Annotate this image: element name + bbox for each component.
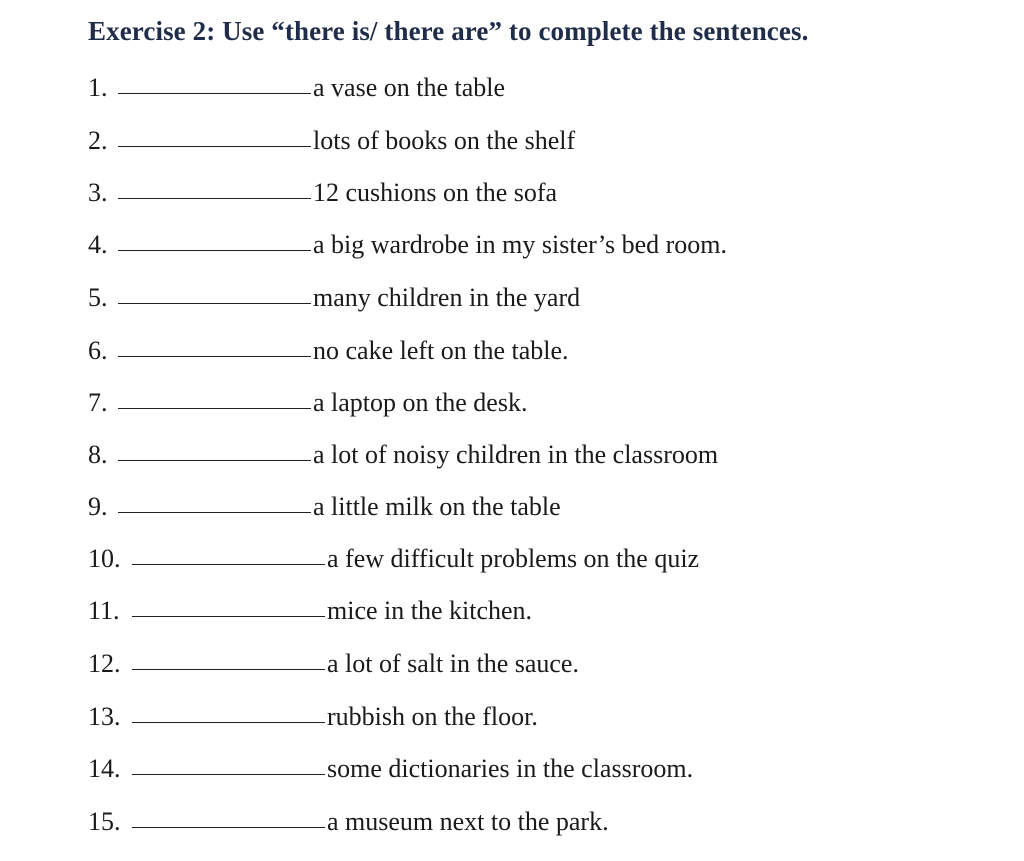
item-number: 2. (88, 126, 108, 155)
item-sentence: a laptop on the desk. (313, 388, 528, 417)
exercise-item (0, 438, 1024, 472)
exercise-item (0, 124, 1024, 158)
item-sentence: no cake left on the table. (313, 336, 569, 365)
exercise-item (0, 805, 1024, 839)
exercise-item (0, 490, 1024, 524)
item-number: 10. (88, 544, 121, 573)
exercise-item (0, 700, 1024, 734)
item-sentence: mice in the kitchen. (327, 596, 533, 625)
answer-blank[interactable] (132, 774, 325, 775)
answer-blank[interactable] (118, 460, 311, 461)
item-number: 3. (88, 178, 108, 207)
item-sentence: many children in the yard (313, 283, 581, 312)
answer-blank[interactable] (118, 93, 311, 94)
exercise-item (0, 594, 1024, 628)
item-sentence: some dictionaries in the classroom. (327, 754, 694, 783)
exercise-item (0, 176, 1024, 210)
item-number: 14. (88, 754, 121, 783)
item-sentence: a museum next to the park. (327, 807, 609, 836)
exercise-item (0, 71, 1024, 105)
item-sentence: a big wardrobe in my sister’s bed room. (313, 230, 727, 259)
exercise-item (0, 542, 1024, 576)
item-number: 13. (88, 702, 121, 731)
answer-blank[interactable] (132, 669, 325, 670)
exercise-item (0, 281, 1024, 315)
item-sentence: a little milk on the table (313, 492, 561, 521)
item-number: 7. (88, 388, 108, 417)
exercise-item (0, 334, 1024, 368)
item-sentence: a vase on the table (313, 73, 506, 102)
item-number: 1. (88, 73, 108, 102)
item-number: 5. (88, 283, 108, 312)
answer-blank[interactable] (118, 512, 311, 513)
item-number: 9. (88, 492, 108, 521)
item-number: 4. (88, 230, 108, 259)
item-number: 15. (88, 807, 121, 836)
item-number: 6. (88, 336, 108, 365)
answer-blank[interactable] (118, 198, 311, 199)
answer-blank[interactable] (118, 303, 311, 304)
answer-blank[interactable] (118, 356, 311, 357)
item-sentence: rubbish on the floor. (327, 702, 538, 731)
item-number: 8. (88, 440, 108, 469)
answer-blank[interactable] (118, 250, 311, 251)
answer-blank[interactable] (132, 564, 325, 565)
answer-blank[interactable] (118, 408, 311, 409)
exercise-item (0, 752, 1024, 786)
item-number: 11. (88, 596, 120, 625)
item-sentence: a few difficult problems on the quiz (327, 544, 700, 573)
exercise-title: Exercise 2: Use “there is/ there are” to complete the sentences. (88, 16, 809, 46)
item-sentence: a lot of noisy children in the classroom (313, 440, 719, 469)
item-sentence: a lot of salt in the sauce. (327, 649, 579, 678)
exercise-item (0, 386, 1024, 420)
answer-blank[interactable] (132, 616, 325, 617)
answer-blank[interactable] (118, 146, 311, 147)
exercise-item (0, 647, 1024, 681)
answer-blank[interactable] (132, 722, 325, 723)
item-sentence: lots of books on the shelf (313, 126, 576, 155)
answer-blank[interactable] (132, 827, 325, 828)
exercise-item (0, 228, 1024, 262)
item-sentence: 12 cushions on the sofa (313, 178, 558, 207)
item-number: 12. (88, 649, 121, 678)
